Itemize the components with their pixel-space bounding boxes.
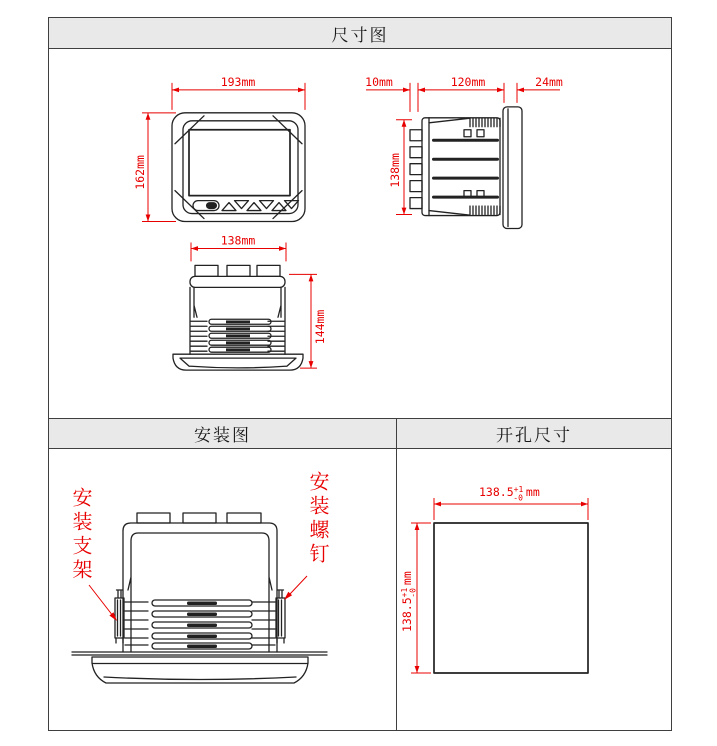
side-bezel: [503, 107, 522, 229]
cutout-height-label: $138.5^{+1}-0mm$: [400, 571, 418, 632]
top-width-label: 138mm: [220, 233, 256, 248]
dimensions-drawing-area: [49, 49, 671, 419]
top-view-dimensions: [191, 233, 327, 368]
top-bezel-flange: [173, 354, 303, 370]
cutout-width-label: $138.5^{+1}$ -0 mm: [479, 485, 540, 503]
side-view-device: [410, 107, 522, 229]
top-fins-left: [191, 321, 207, 351]
cutout-drawing-area: [397, 449, 671, 730]
installation-drawing: [49, 449, 396, 730]
cutout-section-title: 开孔尺寸: [496, 426, 572, 445]
mounting-panel: [72, 652, 327, 655]
installation-section-title: 安装图: [194, 426, 251, 445]
front-width-label: 193mm: [220, 74, 256, 89]
installation-device: [72, 513, 327, 683]
side-height-label: 138mm: [387, 153, 403, 188]
front-height-label: 162mm: [132, 155, 148, 190]
install-louvers: [152, 600, 252, 649]
top-louvers: [209, 319, 271, 352]
cutout-square: [434, 523, 588, 673]
installation-section-header: [49, 419, 397, 448]
row2-headers: [49, 419, 671, 449]
cutout-section-header: [397, 419, 671, 448]
screw-label: 安装螺钉: [306, 471, 328, 567]
side-bezel-depth-label: 24mm: [535, 74, 563, 89]
side-clip-top: [429, 118, 500, 126]
installation-drawing-area: [49, 449, 397, 730]
cutout-dimensions: [400, 485, 588, 673]
front-buttons-up: [222, 203, 286, 211]
side-gap-label: 10mm: [365, 74, 393, 89]
install-fins-right: [252, 602, 275, 645]
cutout-drawing: [397, 449, 671, 730]
front-buttons-down: [235, 201, 299, 209]
install-fins-left: [125, 602, 148, 645]
bracket-label: 安装支架: [69, 487, 91, 583]
side-view: [365, 75, 563, 229]
row2-content: [49, 449, 671, 730]
front-view-dimensions: [133, 75, 305, 222]
front-view-device: [172, 113, 305, 222]
dimension-drawings: [49, 49, 671, 418]
top-view: [173, 233, 327, 370]
dimensions-section-header: [49, 18, 671, 49]
top-height-label: 144mm: [312, 309, 328, 345]
top-view-device: [173, 265, 303, 370]
side-clip-bottom: [429, 206, 500, 215]
front-view: [133, 75, 305, 222]
dimensions-section-title: 尺寸图: [331, 25, 389, 45]
install-bezel-flange: [92, 657, 308, 683]
front-screen: [189, 130, 290, 196]
spec-table: [48, 17, 672, 731]
side-depth-label: 120mm: [450, 74, 486, 89]
